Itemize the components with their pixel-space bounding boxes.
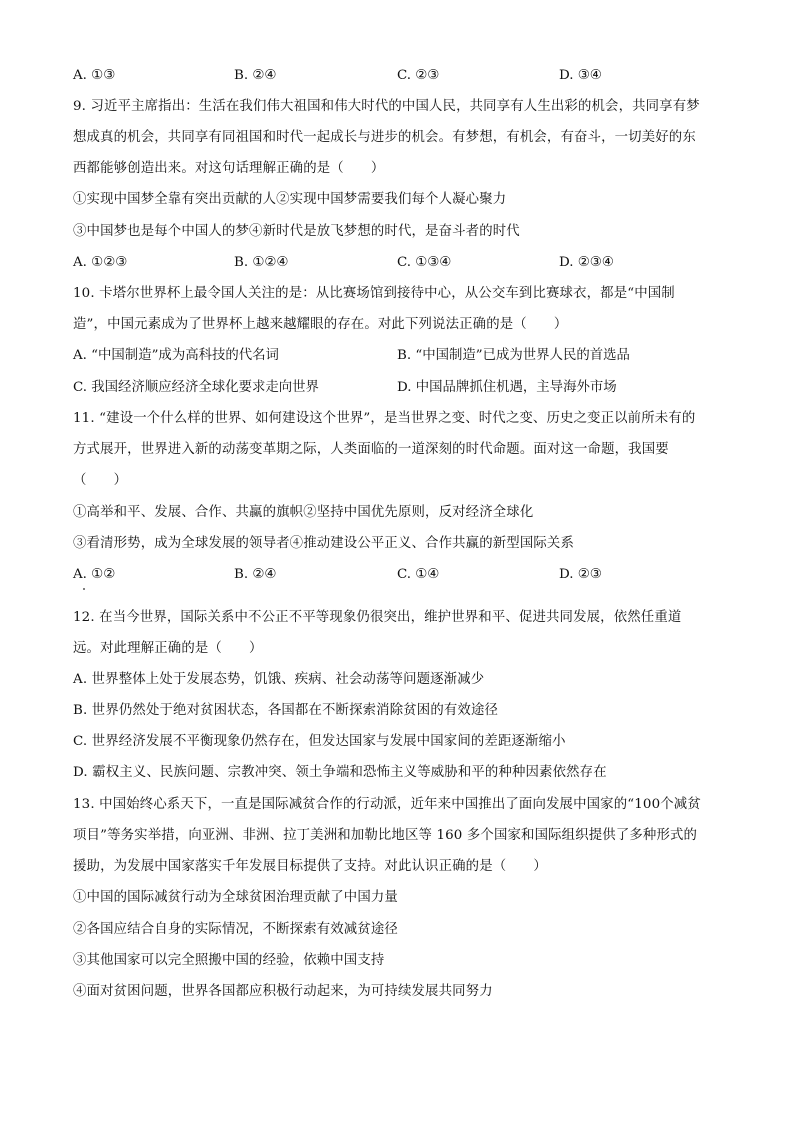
q9-item-1: ①实现中国梦全靠有突出贡献的人②实现中国梦需要我们每个人凝心聚力 [73, 192, 507, 207]
q10-option-d[interactable]: D. 中国品牌抓住机遇，主导海外市场 [397, 380, 617, 395]
q9-stem-line-2: 想成真的机会，共同享有同祖国和时代一起成长与进步的机会。有梦想，有机会，有奋斗，一切美好的东 [73, 130, 696, 145]
q9-item-2: ③中国梦也是每个中国人的梦④新时代是放飞梦想的时代，是奋斗者的时代 [73, 224, 520, 239]
q12-stem-line-2: 远。对此理解正确的是（ ） [73, 641, 263, 656]
q10-option-b[interactable]: B. “中国制造”已成为世界人民的首选品 [397, 348, 630, 363]
q9-option-b[interactable]: B. ①②④ [234, 255, 289, 270]
q11-option-d[interactable]: D. ②③ [559, 567, 602, 582]
q13-item-3: ③其他国家可以完全照搬中国的经验，依赖中国支持 [73, 953, 385, 968]
q12-option-a[interactable]: A. 世界整体上处于发展态势，饥饿、疾病、社会动荡等问题逐渐减少 [73, 672, 485, 687]
q13-item-2: ②各国应结合自身的实际情况，不断探索有效减贫途径 [73, 922, 398, 937]
q13-stem-line-2: 项目”等务实举措，向亚洲、非洲、拉丁美洲和加勒比地区等 160 多个国家和国际组织提供了多种形式的 [73, 828, 698, 843]
q13-stem-line-3: 援助，为发展中国家落实千年发展目标提供了支持。对此认识正确的是（ ） [73, 859, 547, 874]
q10-option-a[interactable]: A. “中国制造”成为高科技的代名词 [73, 348, 279, 363]
q13-item-4: ④面对贫困问题，世界各国都应积极行动起来，为可持续发展共同努力 [73, 984, 493, 999]
q8-option-b[interactable]: B. ②④ [234, 68, 277, 83]
q10-option-c[interactable]: C. 我国经济顺应经济全球化要求走向世界 [73, 380, 319, 395]
q8-option-a[interactable]: A. ①③ [73, 68, 116, 83]
q12-option-d[interactable]: D. 霸权主义、民族问题、宗教冲突、领土争端和恐怖主义等威胁和平的种种因素依然存在 [73, 765, 607, 780]
q13-stem-line-1: 13. 中国始终心系天下，一直是国际减贫合作的行动派，近年来中国推出了面向发展中国家的“100个减贫 [73, 797, 701, 812]
q9-stem-line-1: 9. 习近平主席指出：生活在我们伟大祖国和伟大时代的中国人民，共同享有人生出彩的机会，共同享有梦 [73, 99, 700, 114]
q11-stem-line-1: 11. “建设一个什么样的世界、如何建设这个世界”，是当世界之变、时代之变、历史之变正以前所未有的 [73, 411, 696, 426]
q9-options [73, 253, 723, 273]
q8-option-c[interactable]: C. ②③ [397, 68, 440, 83]
q10-options-row-1 [73, 346, 723, 366]
q8-option-d[interactable]: D. ③④ [559, 68, 602, 83]
stray-dot-mark [83, 588, 85, 590]
q10-stem-line-1: 10. 卡塔尔世界杯上最令国人关注的是：从比赛场馆到接待中心，从公交车到比赛球衣，都是“中国制 [73, 286, 675, 301]
q11-option-a[interactable]: A. ①② [73, 567, 116, 582]
q10-options-row-2 [73, 378, 723, 398]
q11-option-c[interactable]: C. ①④ [397, 567, 440, 582]
q11-stem-line-3: （ ） [73, 473, 128, 488]
q12-option-c[interactable]: C. 世界经济发展不平衡现象仍然存在，但发达国家与发展中国家间的差距逐渐缩小 [73, 734, 566, 749]
q9-option-a[interactable]: A. ①②③ [73, 255, 128, 270]
q9-stem-line-3: 西都能够创造出来。对这句话理解正确的是（ ） [73, 161, 385, 176]
q11-option-b[interactable]: B. ②④ [234, 567, 277, 582]
q13-item-1: ①中国的国际减贫行动为全球贫困治理贡献了中国力量 [73, 890, 398, 905]
q9-option-d[interactable]: D. ②③④ [559, 255, 614, 270]
q11-item-2: ③看清形势，成为全球发展的领导者④推动建设公平正义、合作共赢的新型国际关系 [73, 536, 575, 551]
q8-options [73, 66, 723, 86]
q9-option-c[interactable]: C. ①③④ [397, 255, 452, 270]
q12-stem-line-1: 12. 在当今世界，国际关系中不公正不平等现象仍很突出，维护世界和平、促进共同发展，依然任重道 [73, 610, 682, 625]
q12-option-b[interactable]: B. 世界仍然处于绝对贫困状态，各国都在不断探索消除贫困的有效途径 [73, 703, 499, 718]
q11-item-1: ①高举和平、发展、合作、共赢的旗帜②坚持中国优先原则，反对经济全球化 [73, 505, 534, 520]
q11-stem-line-2: 方式展开，世界进入新的动荡变革期之际，人类面临的一道深刻的时代命题。面对这一命题，我国要 [73, 442, 669, 457]
q11-options [73, 565, 723, 585]
q10-stem-line-2: 造”，中国元素成为了世界杯上越来越耀眼的存在。对此下列说法正确的是（ ） [73, 317, 568, 332]
